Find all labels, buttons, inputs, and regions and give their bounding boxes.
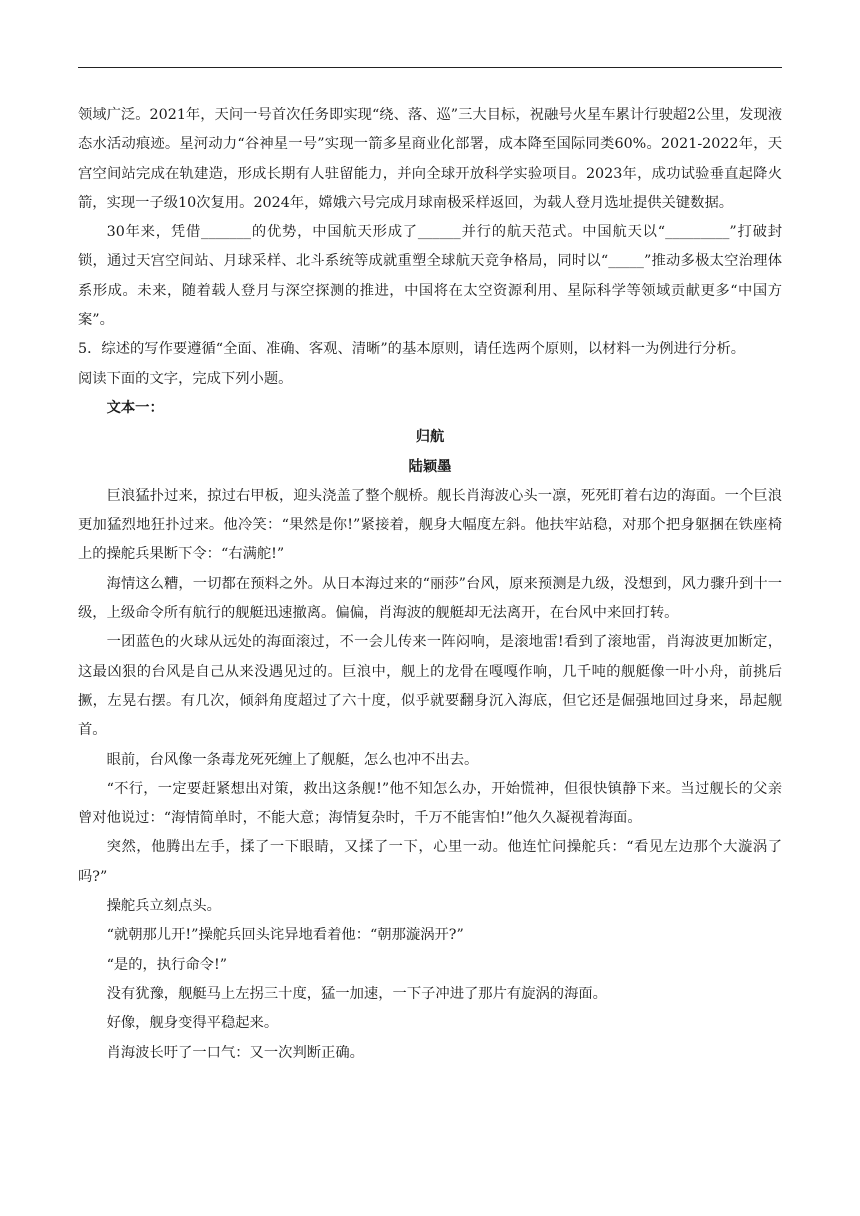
story-paragraph: 突然，他腾出左手，揉了一下眼睛，又揉了一下，心里一动。他连忙问操舵兵：“看见左边那个大漩涡了吗?” xyxy=(78,839,782,885)
document-body xyxy=(78,101,782,1068)
story-paragraph: 巨浪猛扑过来，掠过右甲板，迎头浇盖了整个舰桥。舰长肖海波心头一凛，死死盯着右边的海面。一个巨浪更加猛烈地狂扑过来。他冷笑：“果然是你!”紧接着，舰身大幅度左斜。他扶牢站稳，对那个把身躯捆在铁座椅上的操舵兵果断下令：“右满舵!” xyxy=(78,487,782,563)
story-paragraph: 眼前，台风像一条毒龙死死缠上了舰艇，怎么也冲不出去。 xyxy=(106,751,479,768)
paragraph-fill-blanks: 30年来，凭借_______的优势，中国航天形成了______并行的航天范式。中国航天以“_________”打破封锁，通过天宫空间站、月球采样、北斗系统等成就重塑全球航天竞争格局，同时以“_____”推动多极太空治理体系形成。未来，随着载人登月与深空探测的推进，中国将在太空资源利用、星际科学等领域贡献更多“中国方案”。 xyxy=(78,224,782,329)
story-paragraph: 一团蓝色的火球从远处的海面滚过，不一会儿传来一阵闷响，是滚地雷!看到了滚地雷，肖海波更加断定，这最凶狠的台风是自己从来没遇见过的。巨浪中，舰上的龙骨在嘎嘎作响，几千吨的舰艇像一叶小舟，前挑后撅，左晃右摆。有几次，倾斜角度超过了六十度，似乎就要翻身沉入海底，但它还是倔强地回过身来，昂起舰首。 xyxy=(78,634,782,739)
story-paragraph: “就朝那儿开!”操舵兵回头诧异地看着他：“朝那漩涡开?” xyxy=(106,927,464,944)
story-paragraph: 肖海波长吁了一口气：又一次判断正确。 xyxy=(106,1044,364,1061)
header-rule xyxy=(78,67,782,68)
story-author: 陆颖墨 xyxy=(408,458,452,475)
story-title: 归航 xyxy=(415,429,445,446)
question-5: 5．综述的写作要遵循“全面、准确、客观、清晰”的基本原则，请任选两个原则，以材料一为例进行分析。 xyxy=(78,341,746,358)
story-paragraph: 没有犹豫，舰艇马上左拐三十度，猛一加速，一下子冲进了那片有旋涡的海面。 xyxy=(106,985,607,1002)
reading-instruction: 阅读下面的文字，完成下列小题。 xyxy=(78,370,293,387)
paragraph-space-achievements: 领域广泛。2021年，天问一号首次任务即实现“绕、落、巡”三大目标，祝融号火星车累计行驶超2公里，发现液态水活动痕迹。星河动力“谷神星一号”实现一箭多星商业化部署，成本降至国际同类60%。2021-2022年，天宫空间站完成在轨建造，形成长期有人驻留能力，并向全球开放科学实验项目。2023年，成功试验垂直起降火箭，实现一子级10次复用。2024年，嫦娥六号完成月球南极采样返回，为载人登月选址提供关键数据。 xyxy=(78,107,783,211)
text-one-label: 文本一： xyxy=(106,399,164,416)
story-paragraph: “是的，执行命令!” xyxy=(106,956,228,973)
story-paragraph: “不行，一定要赶紧想出对策，救出这条舰!”他不知怎么办，开始慌神，但很快镇静下来。当过舰长的父亲曾对他说过：“海情简单时，不能大意；海情复杂时，千万不能害怕!”他久久凝视着海面。 xyxy=(78,780,782,827)
story-paragraph: 海情这么糟，一切都在预料之外。从日本海过来的“丽莎”台风，原来预测是九级，没想到，风力骤升到十一级，上级命令所有航行的舰艇迅速撤离。偏偏，肖海波的舰艇却无法离开，在台风中来回打转。 xyxy=(78,575,782,622)
story-paragraph: 好像，舰身变得平稳起来。 xyxy=(106,1015,279,1032)
story-paragraph: 操舵兵立刻点头。 xyxy=(106,898,221,915)
